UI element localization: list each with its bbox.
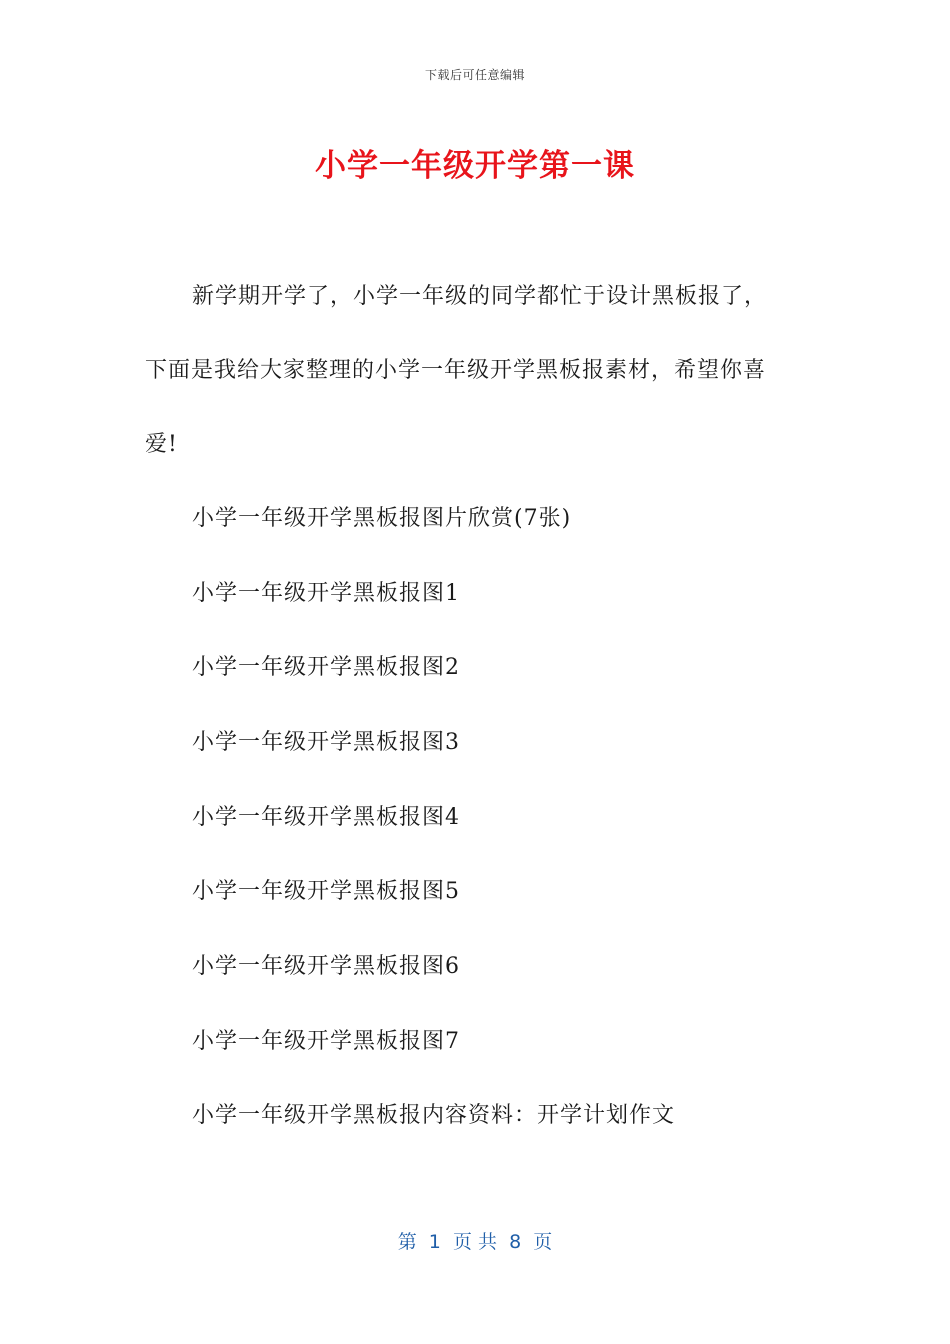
list-item: 小学一年级开学黑板报图2 [192, 655, 460, 680]
list-item: 小学一年级开学黑板报图片欣赏(7张) [192, 506, 572, 531]
list-item: 小学一年级开学黑板报图7 [192, 1029, 460, 1054]
document-title: 小学一年级开学第一课 [315, 148, 635, 184]
page-footer: 第 1 页 共 8 页 [397, 1231, 553, 1253]
list-item: 小学一年级开学黑板报图4 [192, 805, 460, 830]
intro-line-2: 下面是我给大家整理的小学一年级开学黑板报素材，希望你喜 [145, 358, 767, 383]
list-item: 小学一年级开学黑板报图6 [192, 954, 460, 979]
intro-line-1: 新学期开学了，小学一年级的同学都忙于设计黑板报了， [192, 284, 768, 309]
intro-line-3: 爱! [145, 432, 178, 457]
header-note: 下载后可任意编辑 [424, 68, 525, 82]
list-item: 小学一年级开学黑板报图3 [192, 730, 460, 755]
list-item: 小学一年级开学黑板报内容资料：开学计划作文 [192, 1103, 676, 1128]
list-item: 小学一年级开学黑板报图5 [192, 879, 460, 904]
list-item: 小学一年级开学黑板报图1 [192, 581, 460, 606]
